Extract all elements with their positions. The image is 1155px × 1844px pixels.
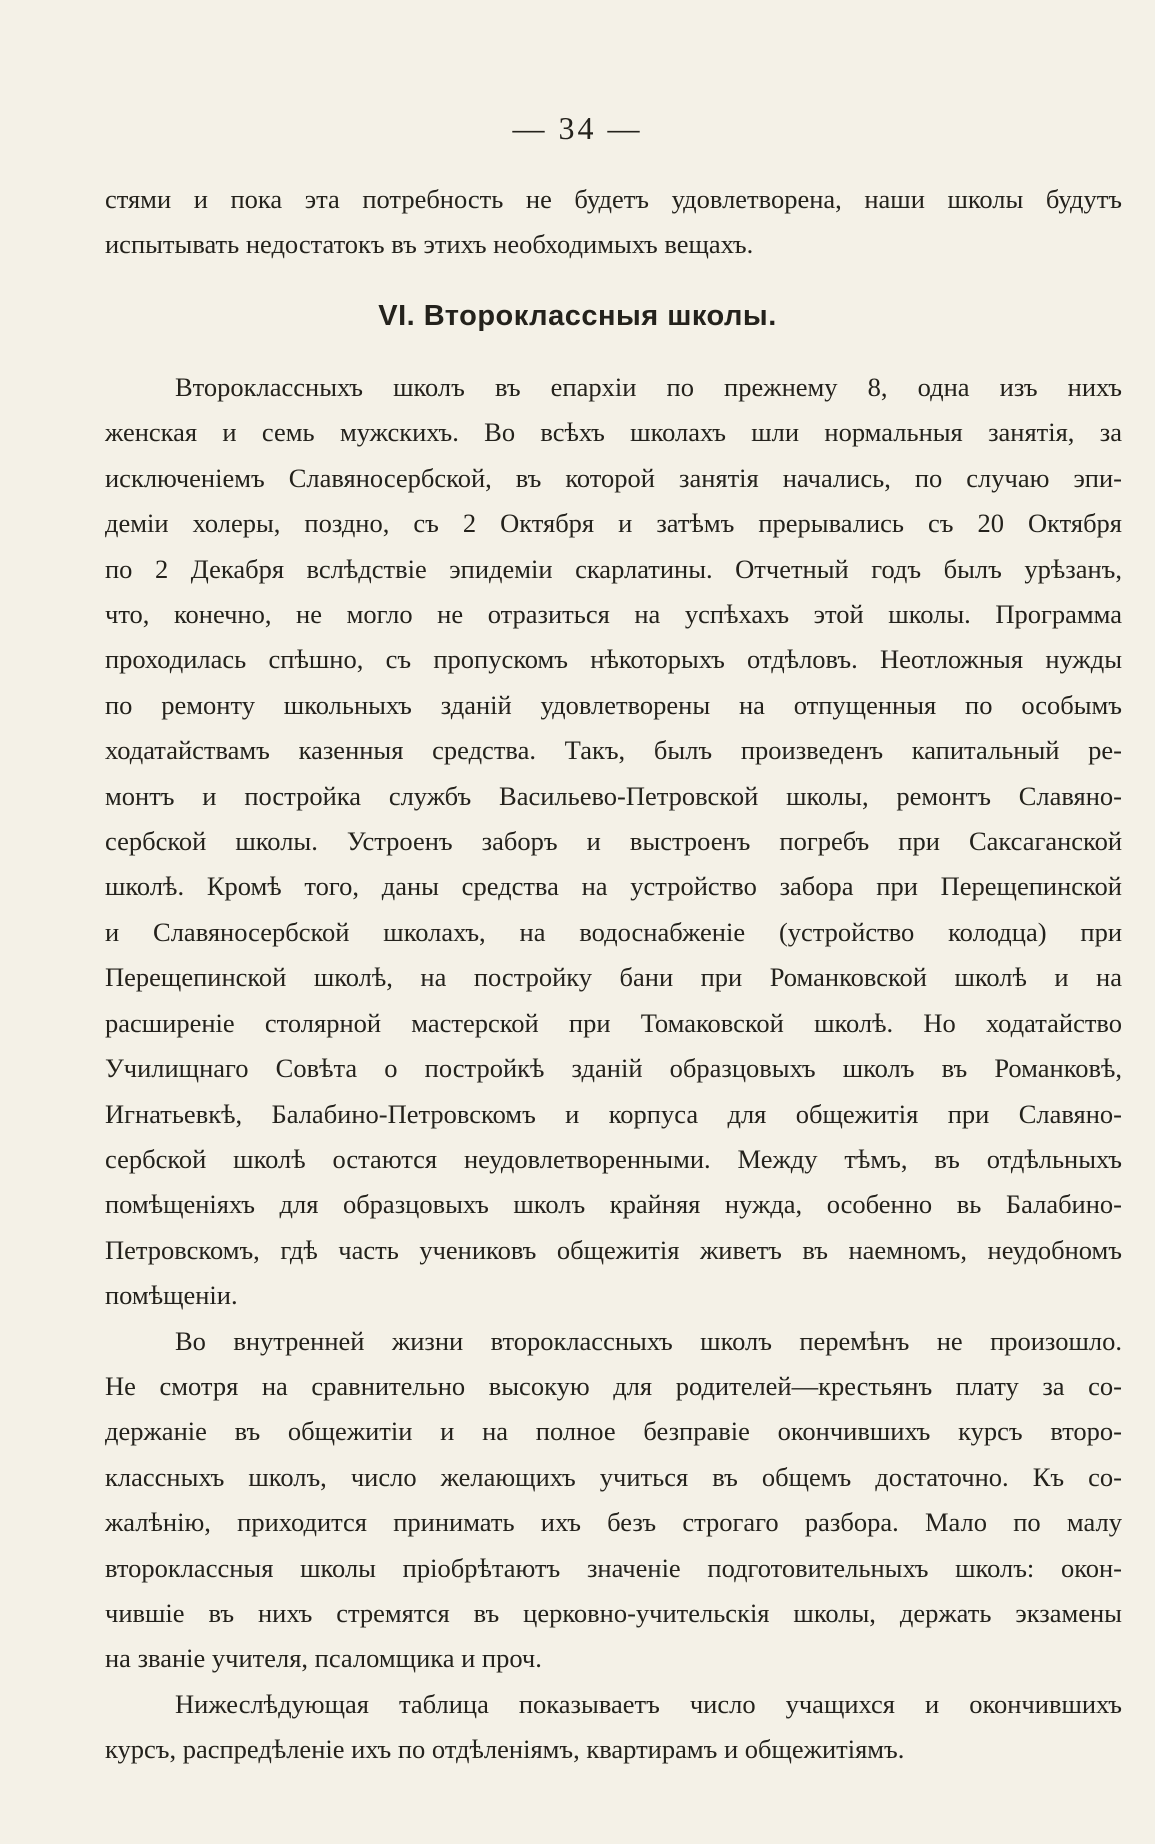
text-line: женская и семь мужскихъ. Во всѣхъ школахъ шли нормальныя занятія, за (105, 417, 1122, 448)
text-line: по 2 Декабря вслѣдствіе эпидеміи скарлатины. Отчетный годъ былъ урѣзанъ, (105, 553, 1122, 584)
section-heading: VI. Второклассныя школы. (378, 300, 777, 332)
page-number: — 34 — (512, 110, 643, 146)
main-text (105, 365, 1122, 1773)
text-line: Не смотря на сравнительно высокую для родителей—крестьянъ плату за со- (105, 1370, 1122, 1401)
text-line: школѣ. Кромѣ того, даны средства на устройство забора при Перещепинской (105, 871, 1122, 902)
text-line: Во внутренней жизни второклассныхъ школъ перемѣнъ не произошло. (175, 1325, 1122, 1356)
text-line: исключеніемъ Славяносербской, въ которой занятія начались, по случаю эпи- (105, 462, 1122, 493)
text-line: держаніе въ общежитіи и на полное безправіе окончившихъ курсъ второ- (105, 1416, 1122, 1447)
text-line: второклассныя школы пріобрѣтаютъ значеніе подготовительныхъ школъ: окон- (105, 1552, 1122, 1583)
text-line: Училищнаго Совѣта о постройкѣ зданій образцовыхъ школъ въ Романковѣ, (105, 1053, 1122, 1084)
text-line: Петровскомъ, гдѣ часть учениковъ общежитія живетъ въ наемномъ, неудобномъ (105, 1234, 1122, 1265)
text-line: расширеніе столярной мастерской при Томаковской школѣ. Но ходатайство (105, 1007, 1122, 1038)
text-line: на званіе учителя, псаломщика и проч. (105, 1643, 542, 1674)
text-line: испытывать недостатокъ въ этихъ необходимыхъ вещахъ. (105, 229, 754, 260)
text-line: ходатайствамъ казенныя средства. Такъ, былъ произведенъ капитальный ре- (105, 735, 1122, 766)
text-line: сербской школѣ остаются неудовлетворенными. Между тѣмъ, въ отдѣльныхъ (105, 1143, 1122, 1174)
text-line: чившіе въ нихъ стремятся въ церковно-учительскія школы, держать экзамены (105, 1597, 1122, 1628)
text-line: Второклассныхъ школъ въ епархіи по прежнему 8, одна изъ нихъ (175, 372, 1122, 402)
text-line: и Славяносербской школахъ, на водоснабженіе (устройство колодца) при (105, 916, 1122, 947)
text-line: помѣщеніяхъ для образцовыхъ школъ крайняя нужда, особенно вь Балабино- (105, 1189, 1122, 1220)
text-line: что, конечно, не могло не отразиться на успѣхахъ этой школы. Программа (105, 599, 1122, 630)
text-line: сербской школы. Устроенъ заборъ и выстроенъ погребъ при Саксаганской (105, 826, 1122, 857)
text-line: Нижеслѣдующая таблица показываетъ число учащихся и окончившихъ (175, 1688, 1122, 1719)
text-line: курсъ, распредѣленіе ихъ по отдѣленіямъ, квартирамъ и общежитіямъ. (105, 1734, 905, 1765)
text-line: помѣщеніи. (105, 1280, 238, 1311)
text-line: монтъ и постройка службъ Васильево-Петровской школы, ремонтъ Славяно- (105, 780, 1122, 811)
text-line: Перещепинской школѣ, на постройку бани при Романковской школѣ и на (105, 962, 1122, 993)
text-line: Игнатьевкѣ, Балабино-Петровскомъ и корпуса для общежитія при Славяно- (105, 1098, 1122, 1129)
intro-paragraph (105, 177, 1122, 268)
text-line: деміи холеры, поздно, съ 2 Октября и затѣмъ прерывались съ 20 Октября (105, 508, 1122, 539)
text-line: проходилась спѣшно, съ пропускомъ нѣкоторыхъ отдѣловъ. Неотложныя нужды (105, 644, 1122, 675)
text-line: классныхъ школъ, число желающихъ учиться въ общемъ достаточно. Къ со- (105, 1461, 1122, 1492)
text-line: жалѣнію, приходится принимать ихъ безъ строгаго разбора. Мало по малу (105, 1507, 1122, 1538)
text-line: по ремонту школьныхъ зданій удовлетворены на отпущенныя по особымъ (105, 689, 1122, 720)
text-line: стями и пока эта потребность не будетъ удовлетворена, наши школы будутъ (105, 184, 1122, 214)
